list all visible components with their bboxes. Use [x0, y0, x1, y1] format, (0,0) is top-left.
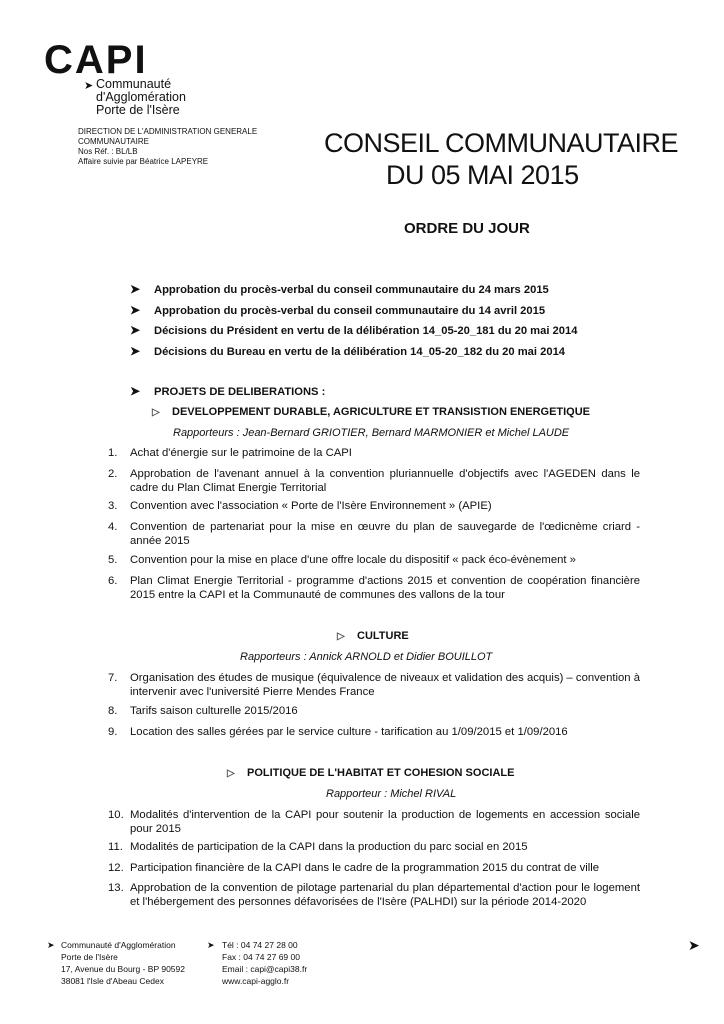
list-item	[108, 521, 648, 548]
agenda-heading: ORDRE DU JOUR	[404, 220, 530, 237]
triangle-icon: ▷	[152, 407, 160, 418]
item-text: Modalités d'intervention de la CAPI pour soutenir la production de logements en accession sociale pour 2015	[130, 809, 640, 835]
logo-line: d'Agglomération	[96, 90, 186, 104]
list-item	[108, 841, 648, 855]
triangle-icon: ▷	[337, 631, 345, 642]
section-title	[227, 767, 514, 779]
address-line: 38081 l'Isle d'Abeau Cedex	[61, 976, 164, 986]
item-number: 3.	[108, 500, 118, 512]
direction-line: DIRECTION DE L'ADMINISTRATION GENERALE	[78, 127, 258, 136]
agenda-bullet	[130, 344, 565, 358]
email-line: Email : capi@capi38.fr	[222, 964, 308, 974]
bullet-text: Décisions du Président en vertu de la délibération 14_05-20_181 du 20 mai 2014	[154, 325, 578, 337]
list-item	[108, 705, 648, 719]
list-item	[108, 672, 648, 699]
logo-subtitle	[96, 78, 186, 117]
item-number: 8.	[108, 705, 118, 717]
list-item	[108, 500, 648, 514]
item-text: Tarifs saison culturelle 2015/2016	[130, 705, 298, 717]
list-item	[108, 809, 648, 836]
rapporteurs: Rapporteurs : Jean-Bernard GRIOTIER, Bernard MARMONIER et Michel LAUDE	[173, 427, 570, 439]
item-text: Convention avec l'association « Porte de l'Isère Environnement » (APIE)	[130, 500, 492, 512]
item-number: 12.	[108, 862, 124, 874]
item-text: Achat d'énergie sur le patrimoine de la CAPI	[130, 447, 352, 459]
address-line: Communauté d'Agglomération	[61, 940, 176, 950]
bullet-text: Approbation du procès-verbal du conseil communautaire du 24 mars 2015	[154, 284, 549, 296]
page-date: DU 05 MAI 2015	[386, 160, 579, 190]
section-title	[337, 630, 409, 642]
item-text: Plan Climat Energie Territorial - programme d'actions 2015 et convention de coopération financière 2015 entre la CAPI et la Communauté de communes des vallons de la tour	[130, 575, 640, 601]
section-title-text: POLITIQUE DE L'HABITAT ET COHESION SOCIALE	[247, 767, 515, 779]
arrow-icon: ➤	[130, 384, 141, 398]
address-line: 17, Avenue du Bourg - BP 90592	[61, 964, 185, 974]
footer-contact	[222, 939, 307, 987]
item-number: 4.	[108, 521, 118, 533]
projets-heading	[130, 384, 325, 398]
bullet-text: Décisions du Bureau en vertu de la délibération 14_05-20_182 du 20 mai 2014	[154, 346, 566, 358]
list-item	[108, 862, 648, 876]
direction-line: COMMUNAUTAIRE	[78, 137, 149, 146]
arrow-icon: ➤	[130, 344, 141, 358]
agenda-bullet	[130, 323, 577, 337]
item-text: Convention de partenariat pour la mise en œuvre du plan de sauvegarde de l'œdicnème criard - année 2015	[130, 521, 640, 547]
affaire-line: Affaire suivie par Béatrice LAPEYRE	[78, 157, 209, 166]
triangle-icon: ▷	[227, 768, 235, 779]
fax-line: Fax : 04 74 27 69 00	[222, 952, 300, 962]
direction-block	[78, 127, 257, 167]
next-page-arrow-icon: ➤	[688, 937, 700, 953]
item-number: 10.	[108, 809, 124, 821]
item-number: 1.	[108, 447, 118, 459]
agenda-bullet	[130, 303, 545, 317]
item-text: Location des salles gérées par le service culture - tarification au 1/09/2015 et 1/09/2016	[130, 726, 568, 738]
section-title	[152, 406, 590, 418]
phone-line: Tél : 04 74 27 28 00	[222, 940, 298, 950]
rapporteurs: Rapporteur : Michel RIVAL	[326, 788, 457, 800]
item-number: 9.	[108, 726, 118, 738]
item-number: 13.	[108, 882, 124, 894]
item-number: 7.	[108, 672, 118, 684]
item-number: 11.	[108, 841, 123, 853]
address-line: Porte de l'Isère	[61, 952, 118, 962]
item-number: 6.	[108, 575, 118, 587]
item-text: Approbation de l'avenant annuel à la convention pluriannuelle d'objectifs avec l'AGEDEN dans le cadre du Plan Climat Energie Territorial	[130, 468, 640, 494]
list-item	[108, 882, 648, 909]
list-item	[108, 554, 648, 568]
item-number: 5.	[108, 554, 118, 566]
logo-line: Communauté	[96, 77, 172, 91]
bullet-text: Approbation du procès-verbal du conseil communautaire du 14 avril 2015	[154, 305, 546, 317]
list-item	[108, 726, 648, 740]
footer-address	[61, 939, 185, 987]
list-item	[108, 468, 648, 495]
rapporteurs: Rapporteurs : Annick ARNOLD et Didier BOUILLOT	[240, 651, 493, 663]
capi-logo: CAPI	[44, 38, 148, 82]
item-text: Modalités de participation de la CAPI dans la production du parc social en 2015	[130, 841, 528, 853]
section-title-text: CULTURE	[357, 630, 409, 642]
reference-line: Nos Réf. : BL/LB	[78, 147, 138, 156]
arrow-icon: ➤	[130, 323, 141, 337]
logo-arrow-icon: ➤	[84, 80, 94, 92]
arrow-icon: ➤	[130, 303, 141, 317]
item-text: Organisation des études de musique (équivalence de niveaux et validation des acquis) – convention à intervenir avec l'université Pierre Mendes France	[130, 672, 640, 698]
item-number: 2.	[108, 468, 118, 480]
item-text: Approbation de la convention de pilotage partenarial du plan départemental d'action pour le logement et l'hébergement des personnes défavorisées de l'Isère (PALHDI) sur la période 2014-2020	[130, 882, 640, 908]
logo-line: Porte de l'Isère	[96, 103, 180, 117]
projets-heading-text: PROJETS DE DELIBERATIONS :	[154, 386, 326, 398]
item-text: Convention pour la mise en place d'une offre locale du dispositif « pack éco-évènement »	[130, 554, 576, 566]
item-text: Participation financière de la CAPI dans le cadre de la programmation 2015 du contrat de ville	[130, 862, 600, 874]
list-item	[108, 447, 648, 461]
footer-arrow-icon: ➤	[47, 940, 55, 950]
arrow-icon: ➤	[130, 282, 141, 296]
website-line: www.capi-agglo.fr	[222, 976, 290, 986]
list-item	[108, 575, 648, 602]
section-title-text: DEVELOPPEMENT DURABLE, AGRICULTURE ET TRANSISTION ENERGETIQUE	[172, 406, 591, 418]
agenda-bullet	[130, 282, 549, 296]
footer-arrow-icon: ➤	[207, 940, 215, 950]
page-title: CONSEIL COMMUNAUTAIRE	[324, 128, 679, 158]
